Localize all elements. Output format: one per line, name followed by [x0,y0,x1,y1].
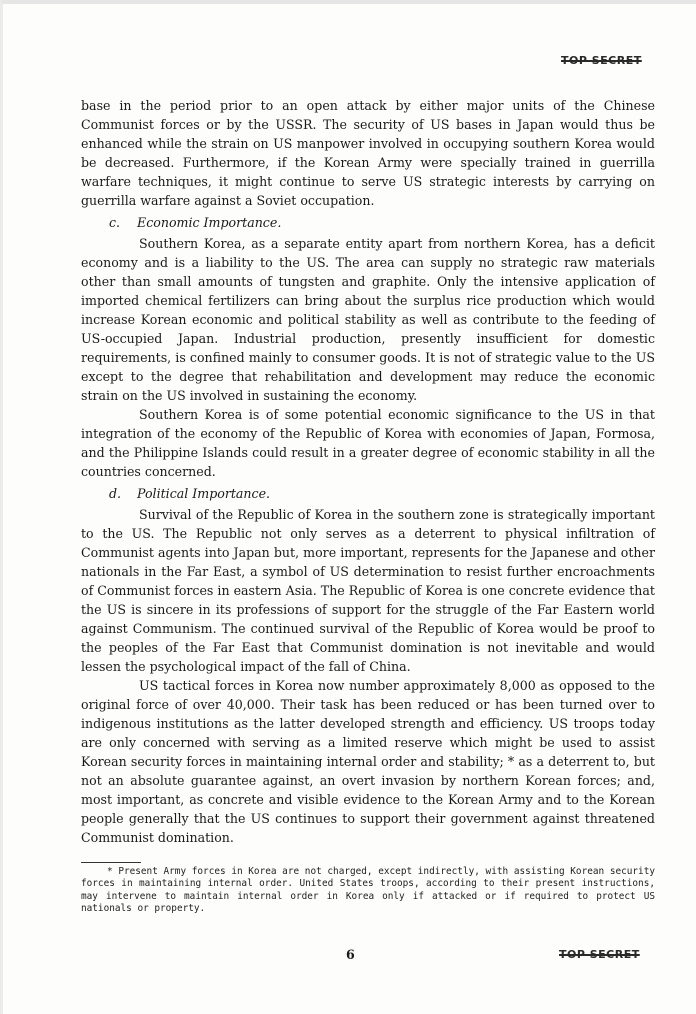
section-title: Political Importance. [137,486,271,501]
section-heading-political [109,484,655,503]
paragraph-continuation: base in the period prior to an open attack by either major units of the Chinese Communist forces or by the USSR. The security of US bases in Japan would thus be enhanced while the strain on US manpower involved in occupying southern Korea would be decreased. Furthermore, if the Korean Army were specially trained in guerrilla warfare techniques, it might continue to serve US strategic interests by carrying on guerrilla warfare against a Soviet occupation. [81,98,655,208]
page-number: 6 [346,947,355,962]
paragraph-economic-1: Southern Korea, as a separate entity apart from northern Korea, has a deficit economy and is a liability to the US. The area can supply no strategic raw materials other than small amounts of tungsten and graphite. Only the intensive application of imported chemical fertilizers can bring about the surplus rice production which would increase Korean economic and political stability as well as contribute to the feeding of US-occupied Japan. Industrial production, presently insufficient for domestic requirements, is confined mainly to consumer goods. It is not of strategic value to the US except to the degree that rehabilitation and development may reduce the economic strain on the US involved in sustaining the economy. [81,236,655,403]
footnote-text: * Present Army forces in Korea are not charged, except indirectly, with assisting Korean security forces in maintaining internal order. United States troops, according to their present instructions, may intervene to maintain internal order in Korea only if attacked or if required to protect US nationals or property. [81,866,655,915]
paragraph-political-2: US tactical forces in Korea now number approximately 8,000 as opposed to the original force of over 40,000. Their task has been reduced or has been turned over to indigenous institutions as the latter developed strength and efficiency. US troops today are only concerned with serving as a limited reserve which might be used to assist Korean security forces in maintaining internal order and stability; * as a deterrent to, but not an absolute guarantee against, an overt invasion by northern Korean forces; and, most important, as concrete and visible evidence to the Korean Army and to the Korean people generally that the US continues to support their government against threatened Communist domination. [81,678,655,845]
classification-stamp-bottom: TOP SECRET [559,948,640,961]
section-heading-economic [109,213,655,232]
section-title: Economic Importance. [137,215,282,230]
footnote-divider [81,862,141,863]
section-label: d. [109,486,122,501]
section-label: c. [109,215,121,230]
footnote [81,866,655,916]
paragraph-political-1: Survival of the Republic of Korea in the southern zone is strategically important to the US. The Republic not only serves as a deterrent to physical infiltration of Communist agents into Japan but, more important, represents for the Japanese and other nationals in the Far East, a symbol of US determination to resist further encroachments of Communist forces in eastern Asia. The Republic of Korea is one concrete evidence that the US is sincere in its professions of support for the struggle of the Far Eastern world against Communism. The continued survival of the Republic of Korea would be proof to the peoples of the Far East that Communist domination is not inevitable and would lessen the psychological impact of the fall of China. [81,507,655,674]
paragraph-economic-2: Southern Korea is of some potential economic significance to the US in that integration of the economy of the Republic of Korea with economies of Japan, Formosa, and the Philippine Islands could result in a greater degree of economic stability in all the countries concerned. [81,407,655,479]
document-body [81,96,655,847]
classification-stamp-top: TOP SECRET [561,54,642,67]
